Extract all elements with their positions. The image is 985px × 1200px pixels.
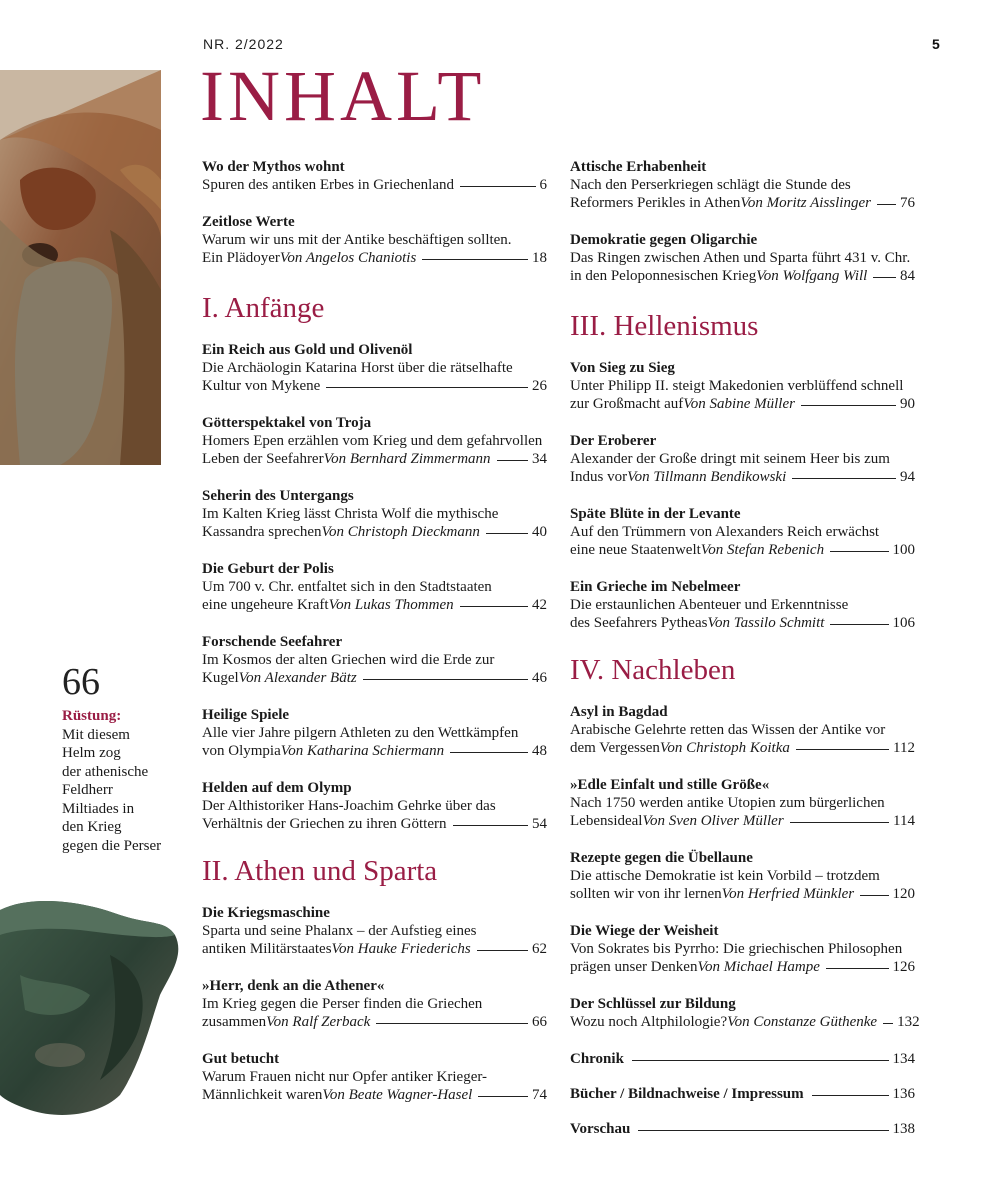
caption-line: Miltiades in — [62, 800, 135, 817]
entry-author: Von Beate Wagner-Hasel — [322, 1087, 473, 1103]
dot-leader — [883, 1023, 893, 1024]
dot-leader — [873, 277, 896, 278]
entry-last-line — [202, 176, 547, 194]
dot-leader — [826, 968, 889, 969]
toc-entry[interactable] — [202, 341, 547, 395]
entry-text: Alexander der Große dringt mit seinem Heer bis zum — [570, 451, 890, 467]
toc-entry[interactable] — [570, 578, 915, 632]
entry-page: 34 — [532, 451, 547, 467]
toc-entry[interactable] — [570, 359, 915, 413]
entry-page: 40 — [532, 524, 547, 540]
entry-page: 26 — [532, 378, 547, 394]
entry-text: Die Archäologin Katarina Horst über die rätselhafte — [202, 360, 513, 376]
dot-leader — [477, 950, 528, 951]
entry-last-line — [202, 940, 547, 958]
image-caption — [62, 707, 172, 855]
entry-last-line — [202, 1013, 547, 1031]
helmet-image — [0, 895, 195, 1120]
entry-text: Lebensideal — [570, 813, 643, 829]
entry-title: Götterspektakel von Troja — [202, 415, 372, 431]
entry-author: Von Katharina Schiermann — [280, 743, 445, 759]
toc-entry[interactable] — [202, 904, 547, 958]
entry-text: Im Krieg gegen die Perser finden die Griechen — [202, 996, 483, 1012]
entry-author: Von Michael Hampe — [697, 959, 820, 975]
entry-author: Von Sabine Müller — [683, 396, 795, 412]
toc-right-column — [570, 158, 920, 1155]
entry-title: Heilige Spiele — [202, 707, 290, 723]
entry-text: dem Vergessen — [570, 740, 660, 756]
dot-leader — [801, 405, 896, 406]
entry-text: eine ungeheure Kraft — [202, 597, 329, 613]
entry-page: 54 — [532, 816, 547, 832]
entry-author: Von Herfried Münkler — [721, 886, 855, 902]
entry-page: 112 — [893, 740, 915, 756]
entry-page: 76 — [900, 195, 915, 211]
entry-last-line — [202, 377, 547, 395]
entry-text: des Seefahrers Pytheas — [570, 615, 708, 631]
caption-line: gegen die Perser — [62, 837, 162, 854]
entry-page: 42 — [532, 597, 547, 613]
entry-text: Unter Philipp II. steigt Makedonien verblüffend schnell — [570, 378, 904, 394]
toc-entry[interactable] — [570, 703, 915, 757]
dot-leader — [450, 752, 528, 753]
entry-title: Helden auf dem Olymp — [202, 780, 352, 796]
entry-last-line — [570, 614, 915, 632]
entry-page: 138 — [892, 1121, 915, 1137]
entry-page: 48 — [532, 743, 547, 759]
entry-title: Die Wiege der Weisheit — [570, 923, 719, 939]
entry-text: Ein Plädoyer — [202, 250, 280, 266]
entry-text: in den Peloponnesischen Krieg — [570, 268, 757, 284]
section-heading: III. Hellenismus — [570, 310, 759, 342]
entry-title: Demokratie gegen Oligarchie — [570, 232, 758, 248]
entry-page: 62 — [532, 941, 547, 957]
entry-title: Forschende Seefahrer — [202, 634, 343, 650]
toc-entry[interactable] — [202, 633, 547, 687]
caption-line: Feldherr — [62, 782, 113, 798]
entry-text: Reformers Perikles in Athen — [570, 195, 741, 211]
entry-last-line — [570, 739, 915, 757]
entry-author: Von Tillmann Bendikowski — [627, 469, 787, 485]
entry-page: 94 — [900, 469, 915, 485]
entry-text: Warum wir uns mit der Antike beschäftigen sollten. — [202, 232, 512, 248]
entry-author: Von Stefan Rebenich — [700, 542, 825, 558]
entry-author: Von Alexander Bätz — [238, 670, 357, 686]
entry-title: Gut betucht — [202, 1051, 280, 1067]
entry-text: antiken Militärstaates — [202, 941, 332, 957]
entry-text: Um 700 v. Chr. entfaltet sich in den Stadtstaaten — [202, 579, 492, 595]
entry-page: 90 — [900, 396, 915, 412]
entry-title: Zeitlose Werte — [202, 214, 295, 230]
entry-text: sollten wir von ihr lernen — [570, 886, 722, 902]
entry-last-line — [570, 885, 915, 903]
entry-text: Der Althistoriker Hans-Joachim Gehrke über das — [202, 798, 496, 814]
toc-entry[interactable] — [202, 213, 547, 267]
entry-last-line — [202, 669, 547, 687]
toc-entry[interactable] — [570, 922, 915, 976]
entry-last-line — [202, 450, 547, 468]
entry-page: 18 — [532, 250, 547, 266]
entry-title: Ein Reich aus Gold und Olivenöl — [202, 342, 413, 358]
entry-text: Nach 1750 werden antike Utopien zum bürgerlichen — [570, 795, 885, 811]
entry-page: 6 — [539, 177, 547, 193]
entry-author: Von Christoph Koitka — [659, 740, 790, 756]
toc-entry[interactable] — [202, 1050, 547, 1104]
caption-line: der athenische — [62, 763, 149, 780]
entry-text: Das Ringen zwischen Athen und Sparta führt 431 v. Chr. — [570, 250, 911, 266]
toc-entry[interactable] — [570, 776, 915, 830]
entry-text: Warum Frauen nicht nur Opfer antiker Krieger- — [202, 1069, 488, 1085]
entry-title: Die Geburt der Polis — [202, 561, 334, 577]
entry-text: Alle vier Jahre pilgern Athleten zu den Wettkämpfen — [202, 725, 519, 741]
entry-title: Der Schlüssel zur Bildung — [570, 996, 736, 1012]
fresco-image — [0, 70, 161, 465]
issue-label: NR. 2/2022 — [203, 36, 284, 52]
entry-page: 136 — [892, 1086, 915, 1102]
entry-page: 74 — [532, 1087, 547, 1103]
entry-text: Kultur von Mykene — [202, 378, 321, 394]
toc-entry[interactable] — [202, 706, 547, 760]
section-heading: I. Anfänge — [202, 292, 325, 324]
toc-entry[interactable] — [202, 779, 547, 833]
entry-page: 114 — [893, 813, 915, 829]
entry-text: eine neue Staatenwelt — [570, 542, 701, 558]
entry-text: zur Großmacht auf — [570, 396, 684, 412]
entry-text: Im Kosmos der alten Griechen wird die Erde zur — [202, 652, 495, 668]
entry-text: Verhältnis der Griechen zu ihren Göttern — [202, 816, 447, 832]
dot-leader — [790, 822, 889, 823]
entry-author: Von Bernhard Zimmermann — [323, 451, 491, 467]
entry-text: zusammen — [202, 1014, 267, 1030]
entry-text: prägen unser Denken — [570, 959, 698, 975]
entry-last-line — [570, 395, 915, 413]
caption-line: den Krieg — [62, 819, 122, 835]
dot-leader — [486, 533, 528, 534]
entry-text: Indus vor — [570, 469, 628, 485]
entry-title: Asyl in Bagdad — [570, 704, 668, 720]
entry-author: Von Hauke Friederichs — [331, 941, 471, 957]
entry-text: Im Kalten Krieg lässt Christa Wolf die mythische — [202, 506, 499, 522]
entry-text: Leben der Seefahrer — [202, 451, 324, 467]
dot-leader — [830, 551, 888, 552]
entry-text: Kassandra sprechen — [202, 524, 322, 540]
toc-entry[interactable] — [570, 995, 920, 1031]
entry-title: »Herr, denk an die Athener« — [202, 978, 385, 994]
dot-leader — [363, 679, 528, 680]
entry-text: Arabische Gelehrte retten das Wissen der Antike vor — [570, 722, 886, 738]
toc-entry[interactable] — [202, 560, 547, 614]
entry-last-line — [202, 742, 547, 760]
entry-last-line — [570, 958, 915, 976]
entry-page: 106 — [892, 615, 915, 631]
dot-leader — [497, 460, 528, 461]
entry-title: Der Eroberer — [570, 433, 657, 449]
toc-entry[interactable] — [202, 487, 547, 541]
entry-text: Spuren des antiken Erbes in Griechenland — [202, 177, 455, 193]
entry-title: Ein Grieche im Nebelmeer — [570, 579, 741, 595]
entry-page: 100 — [892, 542, 915, 558]
entry-last-line — [202, 815, 547, 833]
entry-text: Wozu noch Altphilologie? — [570, 1014, 728, 1030]
entry-title: Wo der Mythos wohnt — [202, 159, 345, 175]
toc-entry[interactable] — [202, 414, 547, 468]
entry-page: 126 — [892, 959, 915, 975]
entry-text: Nach den Perserkriegen schlägt die Stunde des — [570, 177, 851, 193]
entry-title: Späte Blüte in der Levante — [570, 506, 741, 522]
entry-title: Rezepte gegen die Übellaune — [570, 850, 753, 866]
entry-last-line — [570, 194, 915, 212]
dot-leader — [326, 387, 528, 388]
entry-page: 120 — [892, 886, 915, 902]
entry-text: von Olympia — [202, 743, 281, 759]
entry-author: Von Angelos Chaniotis — [279, 250, 417, 266]
entry-author: Von Wolfgang Will — [756, 268, 868, 284]
page-title: INHALT — [200, 56, 486, 136]
toc-entry[interactable] — [202, 158, 547, 194]
entry-text: Kugel — [202, 670, 239, 686]
entry-last-line — [202, 249, 547, 267]
entry-text: Sparta und seine Phalanx – der Aufstieg eines — [202, 923, 477, 939]
entry-last-line — [570, 267, 915, 285]
toc-entry[interactable] — [570, 849, 915, 903]
entry-last-line — [202, 1086, 547, 1104]
dot-leader — [478, 1096, 528, 1097]
feature-page-ref: 66 — [62, 661, 100, 703]
entry-page: 134 — [892, 1051, 915, 1067]
entry-page: 46 — [532, 670, 547, 686]
toc-entry[interactable] — [570, 432, 915, 486]
entry-author: Von Christoph Dieckmann — [321, 524, 480, 540]
entry-title: Seherin des Untergangs — [202, 488, 354, 504]
entry-last-line — [202, 596, 547, 614]
dot-leader — [632, 1060, 889, 1061]
toc-entry[interactable] — [570, 505, 915, 559]
dot-leader — [453, 825, 529, 826]
entry-page: 132 — [897, 1014, 920, 1030]
toc-entry-chronik[interactable] — [570, 1050, 915, 1068]
entry-title: Bücher / Bildnachweise / Impressum — [570, 1086, 804, 1102]
entry-last-line — [202, 523, 547, 541]
entry-title: Attische Erhabenheit — [570, 159, 707, 175]
dot-leader — [792, 478, 896, 479]
entry-author: Von Ralf Zerback — [266, 1014, 371, 1030]
toc-entry[interactable] — [202, 977, 547, 1031]
entry-title: Von Sieg zu Sieg — [570, 360, 675, 376]
caption-line: Helm zog — [62, 745, 121, 761]
entry-last-line — [570, 468, 915, 486]
entry-title: Vorschau — [570, 1121, 631, 1137]
toc-entry[interactable] — [570, 158, 915, 212]
entry-title: »Edle Einfalt und stille Größe« — [570, 777, 770, 793]
entry-author: Von Moritz Aisslinger — [740, 195, 871, 211]
toc-entry-buecher[interactable] — [570, 1085, 915, 1103]
dot-leader — [460, 606, 528, 607]
entry-title: Chronik — [570, 1051, 624, 1067]
dot-leader — [830, 624, 888, 625]
page-number: 5 — [932, 36, 940, 52]
dot-leader — [638, 1130, 888, 1131]
dot-leader — [860, 895, 888, 896]
dot-leader — [460, 186, 535, 187]
entry-author: Von Constanze Güthenke — [727, 1014, 878, 1030]
entry-text: Die attische Demokratie ist kein Vorbild – trotzdem — [570, 868, 880, 884]
dot-leader — [376, 1023, 528, 1024]
entry-text: Homers Epen erzählen vom Krieg und dem gefahrvollen — [202, 433, 543, 449]
entry-last-line — [570, 1013, 920, 1031]
entry-page: 84 — [900, 268, 915, 284]
dot-leader — [877, 204, 896, 205]
dot-leader — [812, 1095, 889, 1096]
dot-leader — [796, 749, 889, 750]
caption-line: Mit diesem — [62, 726, 130, 743]
entry-text: Die erstaunlichen Abenteuer und Erkenntnisse — [570, 597, 849, 613]
caption-lead: Rüstung: — [62, 708, 122, 724]
dot-leader — [422, 259, 528, 260]
entry-author: Von Sven Oliver Müller — [642, 813, 784, 829]
toc-entry-vorschau[interactable] — [570, 1120, 915, 1138]
toc-entry[interactable] — [570, 231, 915, 285]
section-heading: IV. Nachleben — [570, 654, 736, 686]
entry-page: 66 — [532, 1014, 547, 1030]
entry-text: Männlichkeit waren — [202, 1087, 323, 1103]
entry-text: Auf den Trümmern von Alexanders Reich erwächst — [570, 524, 880, 540]
entry-author: Von Lukas Thommen — [328, 597, 454, 613]
entry-author: Von Tassilo Schmitt — [707, 615, 825, 631]
section-heading: II. Athen und Sparta — [202, 855, 438, 887]
entry-title: Die Kriegsmaschine — [202, 905, 330, 921]
toc-left-column — [202, 158, 547, 1123]
entry-text: Von Sokrates bis Pyrrho: Die griechischen Philosophen — [570, 941, 903, 957]
entry-last-line — [570, 541, 915, 559]
entry-last-line — [570, 812, 915, 830]
